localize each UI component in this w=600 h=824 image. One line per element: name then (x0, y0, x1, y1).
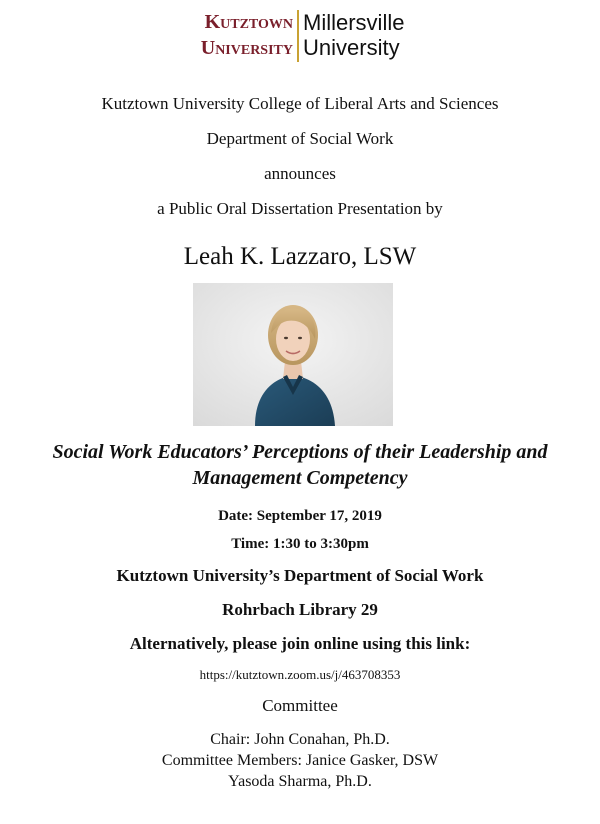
event-type-line: a Public Oral Dissertation Presentation by (157, 199, 443, 218)
dissertation-title-line1: Social Work Educators’ Perceptions of their Leadership and (52, 441, 548, 463)
online-note: Alternatively, please join online using this link: (129, 634, 471, 653)
department-line: Department of Social Work (206, 129, 394, 148)
committee-members-line1: Committee Members: Janice Gasker, DSW (161, 752, 439, 769)
university-logos (183, 10, 423, 66)
millersville-logo-line2: University (303, 35, 400, 60)
logo-divider (297, 10, 299, 62)
millersville-logo-line1: Millersville (303, 10, 405, 35)
event-room: Rohrbach Library 29 (222, 600, 378, 619)
zoom-link[interactable]: https://kutztown.zoom.us/j/463708353 (199, 667, 401, 682)
dissertation-title-line2: Management Competency (192, 467, 408, 489)
kutztown-logo-line2: University (200, 37, 293, 59)
kutztown-logo (183, 10, 293, 60)
presenter-photo-illustration (193, 283, 393, 426)
millersville-logo (303, 10, 404, 60)
event-venue: Kutztown University’s Department of Social Work (116, 566, 484, 585)
event-time: Time: 1:30 to 3:30pm (231, 536, 369, 552)
committee-members-line2: Yasoda Sharma, Ph.D. (228, 773, 372, 790)
presenter-photo (193, 283, 393, 426)
presenter-name: Leah K. Lazzaro, LSW (183, 243, 417, 270)
announces-line: announces (264, 164, 336, 183)
event-date: Date: September 17, 2019 (218, 508, 382, 524)
kutztown-logo-line1: Kutztown (204, 11, 293, 33)
college-line: Kutztown University College of Liberal Arts and Sciences (101, 94, 499, 113)
committee-chair: Chair: John Conahan, Ph.D. (210, 731, 390, 748)
committee-heading: Committee (262, 696, 338, 715)
